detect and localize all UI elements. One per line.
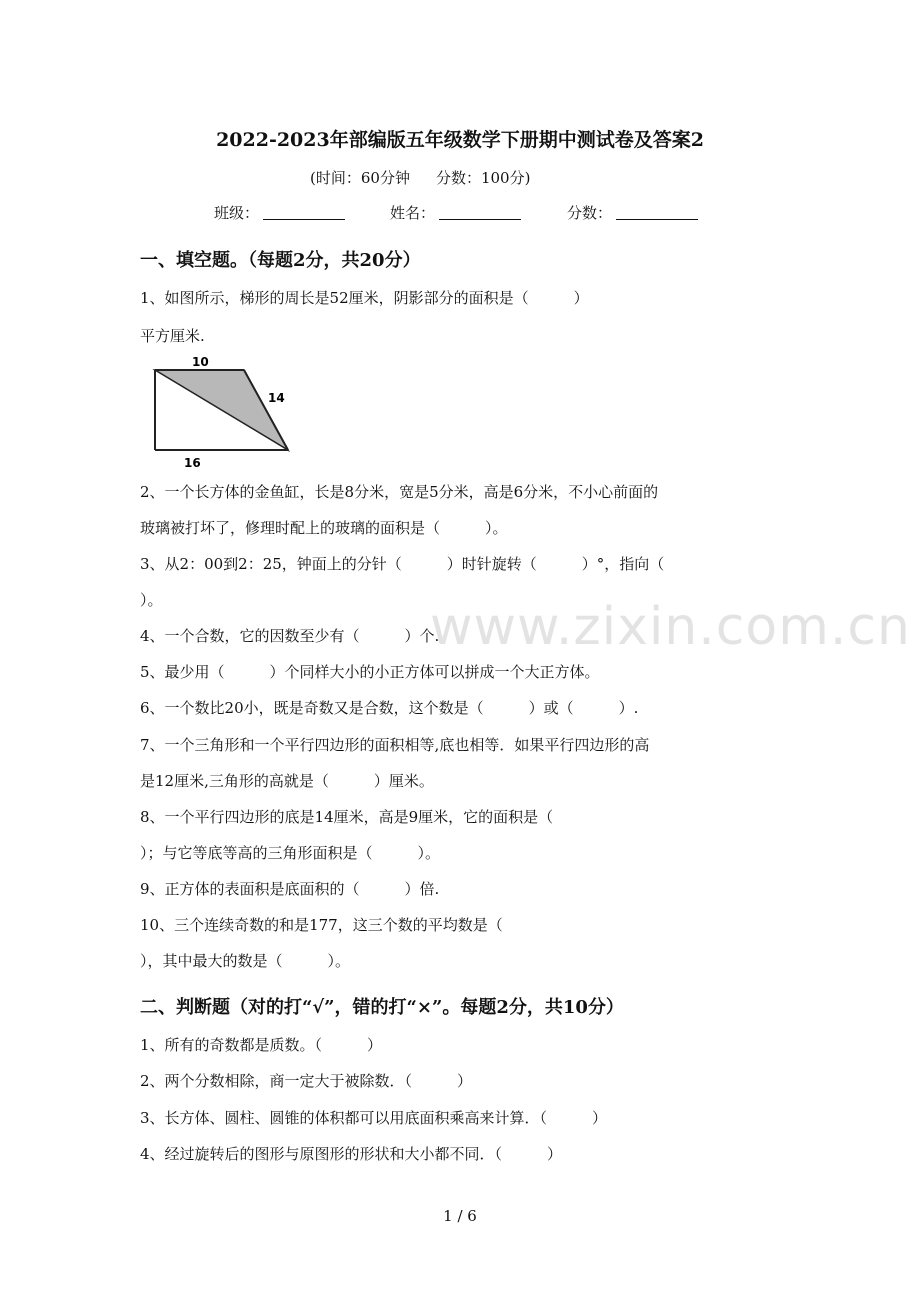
score-field[interactable] (567, 202, 698, 223)
question-line: 2、两个分数相除，商一定大于被除数．（ ） (140, 1072, 473, 1090)
question-line: 7、一个三角形和一个平行四边形的面积相等,底也相等．如果平行四边形的高 (140, 736, 650, 754)
question-line: 10、三个连续奇数的和是177，这三个数的平均数是（ (140, 916, 503, 934)
class-label: 班级： (214, 204, 260, 222)
score-field-label: 分数： (567, 204, 613, 222)
question-line: 8、一个平行四边形的底是14厘米，高是9厘米，它的面积是（ (140, 808, 554, 826)
class-field[interactable] (214, 202, 345, 223)
time-label: (时间：60分钟 (310, 169, 410, 187)
trapezoid-figure (140, 354, 300, 472)
question-line: 9、正方体的表面积是底面积的（ ）倍. (140, 880, 440, 898)
class-blank[interactable] (263, 203, 345, 220)
question-line: 5、最少用（ ）个同样大小的小正方体可以拼成一个大正方体。 (140, 663, 600, 681)
question-line: 3、长方体、圆柱、圆锥的体积都可以用底面积乘高来计算．（ ） (140, 1109, 608, 1127)
question-line: 1、如图所示，梯形的周长是52厘米，阴影部分的面积是（ ） (140, 289, 589, 307)
watermark: www.zixin.com.cn (430, 597, 911, 657)
time-score-line (310, 167, 556, 188)
label-bottom-16: 16 (184, 456, 201, 470)
label-side-14: 14 (268, 391, 285, 405)
label-top-10: 10 (192, 355, 209, 369)
question-line: 玻璃被打坏了，修理时配上的玻璃的面积是（ ）。 (140, 519, 508, 537)
section-heading-fill-blank: 一、填空题。（每题2分，共20分） (140, 250, 421, 271)
question-line: 平方厘米. (140, 327, 205, 345)
question-line: 4、一个合数，它的因数至少有（ ）个. (140, 627, 440, 645)
score-blank[interactable] (616, 203, 698, 220)
question-line: ）；与它等底等高的三角形面积是（ ）。 (140, 844, 441, 862)
question-line: ），其中最大的数是（ ）。 (140, 952, 351, 970)
question-line: 是12厘米,三角形的高就是（ ）厘米。 (140, 772, 434, 790)
question-line: 6、一个数比20小，既是奇数又是合数，这个数是（ ）或（ ）. (140, 699, 639, 717)
name-blank[interactable] (439, 203, 521, 220)
question-line: 4、经过旋转后的图形与原图形的形状和大小都不同．（ ） (140, 1145, 563, 1163)
shaded-triangle (155, 370, 288, 450)
question-line: 3、从2：00到2：25，钟面上的分针（ ）时针旋转（ ）°，指向（ (140, 555, 665, 573)
name-field[interactable] (390, 202, 521, 223)
question-line: 1、所有的奇数都是质数。（ ） (140, 1036, 383, 1054)
page-number: 1 / 6 (443, 1207, 477, 1225)
score-label: 分数：100分) (435, 169, 531, 187)
question-line: 2、一个长方体的金鱼缸，长是8分米，宽是5分米，高是6分米，不小心前面的 (140, 483, 659, 501)
question-line: ）。 (140, 591, 163, 609)
page-title: 2022-2023年部编版五年级数学下册期中测试卷及答案2 (216, 129, 704, 151)
section-heading-true-false: 二、判断题（对的打“√”，错的打“×”。每题2分，共10分） (140, 997, 624, 1018)
name-label: 姓名： (390, 204, 436, 222)
